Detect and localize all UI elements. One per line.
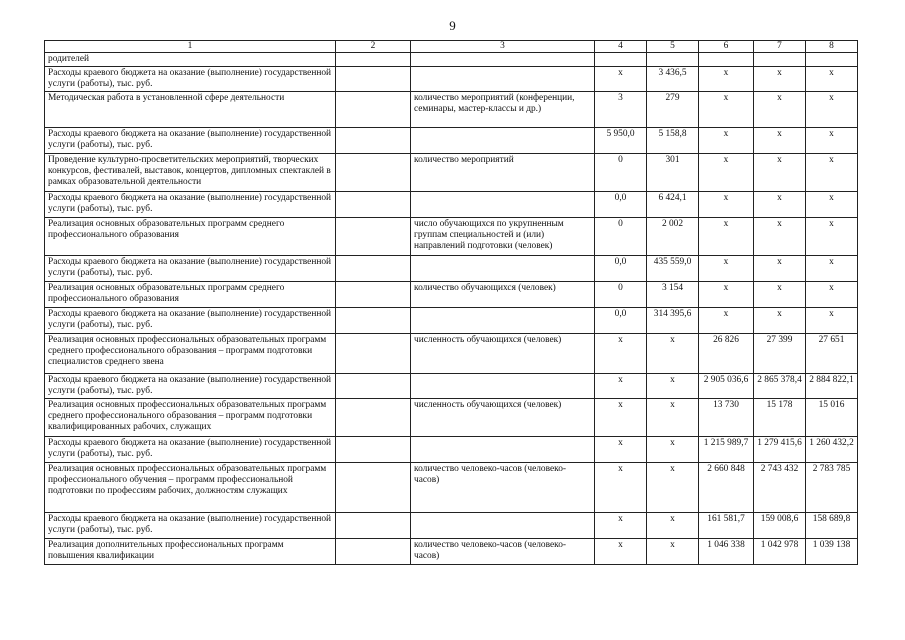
header-cell: 4 [595, 41, 647, 53]
row-value-cell: 1 215 989,7 [699, 437, 754, 463]
table-row [45, 128, 858, 154]
row-value-cell [647, 53, 699, 67]
row-indicator-cell [411, 53, 595, 67]
header-cell: 5 [647, 41, 699, 53]
row-code-cell [336, 256, 411, 282]
table-row [45, 513, 858, 539]
row-value-cell: х [595, 463, 647, 513]
row-value-cell: х [806, 218, 858, 256]
row-value-cell: 26 826 [699, 334, 754, 374]
table-row [45, 218, 858, 256]
row-code-cell [336, 308, 411, 334]
header-cell: 2 [336, 41, 411, 53]
row-value-cell: 435 559,0 [647, 256, 699, 282]
row-indicator-cell [411, 437, 595, 463]
row-value-cell: х [754, 92, 806, 128]
row-value-cell: 27 651 [806, 334, 858, 374]
page-number: 9 [449, 18, 456, 33]
row-value-cell: х [806, 128, 858, 154]
table-row [45, 53, 858, 67]
row-value-cell: 5 950,0 [595, 128, 647, 154]
table-row [45, 539, 858, 565]
row-value-cell: х [595, 67, 647, 92]
row-indicator-cell: количество мероприятий (конференции, семинары, мастер-классы и др.) [411, 92, 595, 128]
row-value-cell: х [806, 154, 858, 192]
table-row [45, 256, 858, 282]
row-indicator-cell [411, 308, 595, 334]
row-code-cell [336, 53, 411, 67]
row-value-cell: 1 039 138 [806, 539, 858, 565]
row-value-cell: х [595, 374, 647, 399]
row-value-cell: 2 783 785 [806, 463, 858, 513]
header-cell: 1 [45, 41, 336, 53]
table-body [45, 53, 858, 565]
row-value-cell: х [699, 218, 754, 256]
row-name-cell: Расходы краевого бюджета на оказание (выполнение) государственной услуги (работы), тыс. руб. [45, 513, 336, 539]
row-value-cell: 15 178 [754, 399, 806, 437]
row-name-cell: Расходы краевого бюджета на оказание (выполнение) государственной услуги (работы), тыс. руб. [45, 437, 336, 463]
row-name-cell: Проведение культурно-просветительских мероприятий, творческих конкурсов, фестивалей, выставок, концертов, дипломных спектаклей в рамках образовательной деятельности [45, 154, 336, 192]
budget-table [44, 40, 858, 565]
row-value-cell: х [647, 513, 699, 539]
row-indicator-cell: численность обучающихся (человек) [411, 334, 595, 374]
row-value-cell: 0,0 [595, 192, 647, 218]
row-value-cell: 15 016 [806, 399, 858, 437]
row-value-cell: 1 046 338 [699, 539, 754, 565]
row-value-cell: х [647, 374, 699, 399]
row-value-cell: х [754, 192, 806, 218]
row-indicator-cell: число обучающихся по укрупненным группам специальностей и (или) направлений подготовки (человек) [411, 218, 595, 256]
row-value-cell: 0 [595, 282, 647, 308]
row-value-cell: х [699, 256, 754, 282]
row-value-cell: х [754, 128, 806, 154]
row-value-cell: х [806, 308, 858, 334]
row-name-cell: Реализация основных образовательных программ среднего профессионального образования [45, 218, 336, 256]
row-value-cell: 0 [595, 218, 647, 256]
row-code-cell [336, 67, 411, 92]
table-row [45, 154, 858, 192]
row-value-cell: х [647, 463, 699, 513]
row-value-cell: 5 158,8 [647, 128, 699, 154]
row-value-cell: х [699, 154, 754, 192]
row-code-cell [336, 437, 411, 463]
row-value-cell: 2 002 [647, 218, 699, 256]
row-value-cell: х [595, 513, 647, 539]
row-value-cell: 3 [595, 92, 647, 128]
row-indicator-cell: количество мероприятий [411, 154, 595, 192]
row-value-cell: х [595, 399, 647, 437]
row-code-cell [336, 218, 411, 256]
row-value-cell: х [806, 67, 858, 92]
row-value-cell: 13 730 [699, 399, 754, 437]
row-indicator-cell [411, 67, 595, 92]
row-value-cell: х [754, 218, 806, 256]
row-value-cell: х [699, 282, 754, 308]
row-name-cell: Расходы краевого бюджета на оказание (выполнение) государственной услуги (работы), тыс. руб. [45, 374, 336, 399]
table-row [45, 192, 858, 218]
row-code-cell [336, 334, 411, 374]
row-name-cell: Методическая работа в установленной сфере деятельности [45, 92, 336, 128]
row-name-cell: родителей [45, 53, 336, 67]
row-value-cell: х [699, 308, 754, 334]
row-value-cell: х [647, 334, 699, 374]
row-code-cell [336, 399, 411, 437]
row-name-cell: Реализация основных профессиональных образовательных программ среднего профессионального образования – программ подготовки специалистов среднего звена [45, 334, 336, 374]
row-value-cell: х [595, 334, 647, 374]
row-value-cell: 1 279 415,6 [754, 437, 806, 463]
row-indicator-cell [411, 374, 595, 399]
row-value-cell: 2 905 036,6 [699, 374, 754, 399]
table-row [45, 308, 858, 334]
row-value-cell: 0,0 [595, 256, 647, 282]
row-value-cell: х [647, 399, 699, 437]
row-value-cell [699, 53, 754, 67]
row-value-cell: 2 884 822,1 [806, 374, 858, 399]
table-row [45, 437, 858, 463]
row-value-cell: 158 689,8 [806, 513, 858, 539]
row-value-cell: 3 154 [647, 282, 699, 308]
header-cell: 8 [806, 41, 858, 53]
row-value-cell: 1 042 978 [754, 539, 806, 565]
row-name-cell: Расходы краевого бюджета на оказание (выполнение) государственной услуги (работы), тыс. руб. [45, 256, 336, 282]
row-code-cell [336, 92, 411, 128]
row-code-cell [336, 154, 411, 192]
row-value-cell: х [699, 192, 754, 218]
row-name-cell: Расходы краевого бюджета на оказание (выполнение) государственной услуги (работы), тыс. руб. [45, 128, 336, 154]
row-value-cell: х [806, 282, 858, 308]
row-value-cell: 3 436,5 [647, 67, 699, 92]
row-value-cell [595, 53, 647, 67]
row-value-cell: 314 395,6 [647, 308, 699, 334]
row-name-cell: Реализация дополнительных профессиональных программ повышения квалификации [45, 539, 336, 565]
row-value-cell [754, 53, 806, 67]
row-value-cell: 279 [647, 92, 699, 128]
table-row [45, 282, 858, 308]
header-row [45, 41, 858, 53]
row-indicator-cell [411, 192, 595, 218]
row-value-cell: х [699, 67, 754, 92]
row-code-cell [336, 128, 411, 154]
row-value-cell: х [754, 154, 806, 192]
row-value-cell: 0 [595, 154, 647, 192]
row-indicator-cell: количество обучающихся (человек) [411, 282, 595, 308]
row-value-cell: 159 008,6 [754, 513, 806, 539]
table-row [45, 334, 858, 374]
row-code-cell [336, 463, 411, 513]
row-value-cell: х [647, 539, 699, 565]
row-indicator-cell: количество человеко-часов (человеко-часов) [411, 463, 595, 513]
row-code-cell [336, 539, 411, 565]
header-cell: 6 [699, 41, 754, 53]
table-row [45, 463, 858, 513]
row-value-cell: х [806, 192, 858, 218]
row-value-cell: 6 424,1 [647, 192, 699, 218]
row-value-cell: х [595, 539, 647, 565]
row-value-cell: 1 260 432,2 [806, 437, 858, 463]
row-code-cell [336, 513, 411, 539]
table-row [45, 67, 858, 92]
table-row [45, 374, 858, 399]
row-value-cell: х [754, 308, 806, 334]
row-value-cell: х [806, 92, 858, 128]
row-indicator-cell: количество человеко-часов (человеко-часов) [411, 539, 595, 565]
row-indicator-cell [411, 513, 595, 539]
row-name-cell: Реализация основных образовательных программ среднего профессионального образования [45, 282, 336, 308]
row-code-cell [336, 374, 411, 399]
table-row [45, 399, 858, 437]
row-value-cell: 2 743 432 [754, 463, 806, 513]
row-value-cell: х [699, 128, 754, 154]
row-value-cell [806, 53, 858, 67]
row-value-cell: х [595, 437, 647, 463]
row-value-cell: 0,0 [595, 308, 647, 334]
row-indicator-cell: численность обучающихся (человек) [411, 399, 595, 437]
row-value-cell: 2 660 848 [699, 463, 754, 513]
row-indicator-cell [411, 256, 595, 282]
row-value-cell: 27 399 [754, 334, 806, 374]
row-code-cell [336, 282, 411, 308]
row-name-cell: Реализация основных профессиональных образовательных программ среднего профессионального образования – программ подготовки квалифицированных рабочих, служащих [45, 399, 336, 437]
row-value-cell: х [754, 67, 806, 92]
row-value-cell: х [754, 256, 806, 282]
row-value-cell: х [699, 92, 754, 128]
row-value-cell: х [754, 282, 806, 308]
row-code-cell [336, 192, 411, 218]
header-cell: 3 [411, 41, 595, 53]
header-cell: 7 [754, 41, 806, 53]
row-indicator-cell [411, 128, 595, 154]
row-value-cell: х [647, 437, 699, 463]
row-name-cell: Реализация основных профессиональных образовательных программ профессионального обучения – программ профессиональной подготовки по профессиям рабочих, должностям служащих [45, 463, 336, 513]
row-value-cell: 301 [647, 154, 699, 192]
row-value-cell: 2 865 378,4 [754, 374, 806, 399]
row-value-cell: х [806, 256, 858, 282]
row-name-cell: Расходы краевого бюджета на оказание (выполнение) государственной услуги (работы), тыс. руб. [45, 67, 336, 92]
row-value-cell: 161 581,7 [699, 513, 754, 539]
table-row [45, 92, 858, 128]
row-name-cell: Расходы краевого бюджета на оказание (выполнение) государственной услуги (работы), тыс. руб. [45, 308, 336, 334]
row-name-cell: Расходы краевого бюджета на оказание (выполнение) государственной услуги (работы), тыс. руб. [45, 192, 336, 218]
